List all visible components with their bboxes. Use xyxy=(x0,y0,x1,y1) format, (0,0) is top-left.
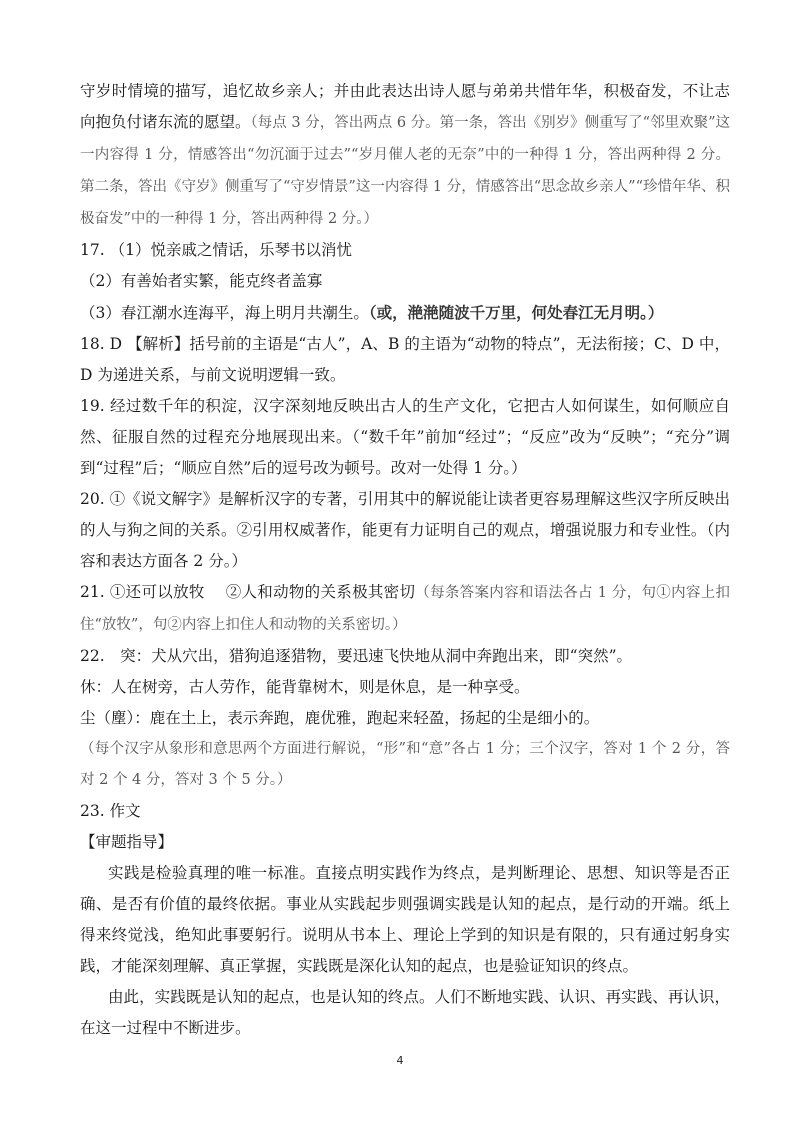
answer-23-paragraph-2: 由此，实践既是认知的起点，也是认知的终点。人们不断地实践、认识、再实践、再认识，在这一过程中不断进步。 xyxy=(80,988,730,1037)
answer-17-line-3-main: （3）春江潮水连海平，海上明月共潮生。 xyxy=(80,304,369,322)
answer-23-paragraph-1: 实践是检验真理的唯一标准。直接点明实践作为终点，是判断理论、思想、知识等是否正确、是否有价值的最终依据。事业从实践起步则强调实践是认知的起点，是行动的开端。纸上得来终觉浅，绝知此事要躬行。说明从书本上、理论上学到的知识是有限的，只有通过躬身实践，才能深刻理解、真正掌握，实践既是深化认知的起点，也是验证知识的终点。 xyxy=(80,864,730,975)
answer-16-continued xyxy=(80,76,730,235)
answer-22-scoring: （每个汉字从象形和意思两个方面进行解说，“形”和“意”各占 1 分；三个汉字，答对 1 个 2 分，答对 2 个 4 分，答对 3 个 5 分。） xyxy=(80,741,730,788)
answer-21-text: 21. ①还可以放牧 ②人和动物的关系极其密切 xyxy=(80,583,416,601)
answer-23-title: 23. 作文 xyxy=(80,802,141,820)
answer-page xyxy=(80,76,730,1044)
answer-21 xyxy=(80,577,730,641)
answer-22-chen: 尘（塵）：鹿在土上，表示奔跑，鹿优雅，跑起来轻盈，扬起的尘是细小的。 xyxy=(80,709,600,727)
answer-17-line-3 xyxy=(80,297,730,329)
answer-20: 20. ①《说文解字》是解析汉字的专著，引用其中的解说能让读者更容易理解这些汉字所反映出的人与狗之间的关系。②引用权威著作，能更有力证明自己的观点，增强说服力和专业性。（内容和表达方面各 2 分。） xyxy=(80,490,730,570)
answer-17-line-3-alt: （或，滟滟随波千万里，何处春江无月明。） xyxy=(368,303,664,322)
answer-18: 18. D 【解析】括号前的主语是“古人”，A、B 的主语为“动物的特点”，无法衔接；C、D 中，D 为递进关系，与前文说明逻辑一致。 xyxy=(80,335,730,384)
answer-17-line-2: （2）有善始者实繁，能克终者盖寡 xyxy=(80,272,323,290)
answer-22-tu: 22. 突：犬从穴出，猎狗追逐猎物，要迅速飞快地从洞中奔跑出来，即“突然”。 xyxy=(80,647,633,665)
answer-19: 19. 经过数千年的积淀，汉字深刻地反映出古人的生产文化，它把古人如何谋生，如何顺应自然、征服自然的过程充分地展现出来。（“数千年”前加“经过”；“反应”改为“反映”；“充分”调到“过程”后；“顺应自然”后的逗号改为顿号。改对一处得 1 分。） xyxy=(80,397,730,477)
answer-21-scoring: （每条答案内容和语法各占 1 分，句①内容上扣住“放牧”，句②内容上扣住人和动物的关系密切。） xyxy=(80,585,730,633)
answer-17-line-1: 17. （1）悦亲戚之情话，乐琴书以消忧 xyxy=(80,241,352,259)
answer-22-xiu: 休：人在树旁，古人劳作，能背靠树木，则是休息，是一种享受。 xyxy=(80,678,530,696)
answer-16-text: 守岁时情境的描写，追忆故乡亲人；并由此表达出诗人愿与弟弟共惜年华，积极奋发，不让志向抱负付诸东流的愿望。 xyxy=(80,82,730,131)
page-number: 4 xyxy=(396,1054,404,1067)
answer-16-scoring: （每点 3 分，答出两点 6 分。第一条，答出《别岁》侧重写了“邻里欢聚”这一内容得 1 分，情感答出“勿沉湎于过去”“岁月催人老的无奈”中的一种得 1 分，答出两种得 2 分。第二条，答出《守岁》侧重写了“守岁情景”这一内容得 1 分，情感答出“思念故乡亲人”“珍惜年华、积极奋发”中的一种得 1 分，答出两种得 2 分。） xyxy=(80,115,731,227)
answer-23-heading: 【审题指导】 xyxy=(80,833,174,851)
